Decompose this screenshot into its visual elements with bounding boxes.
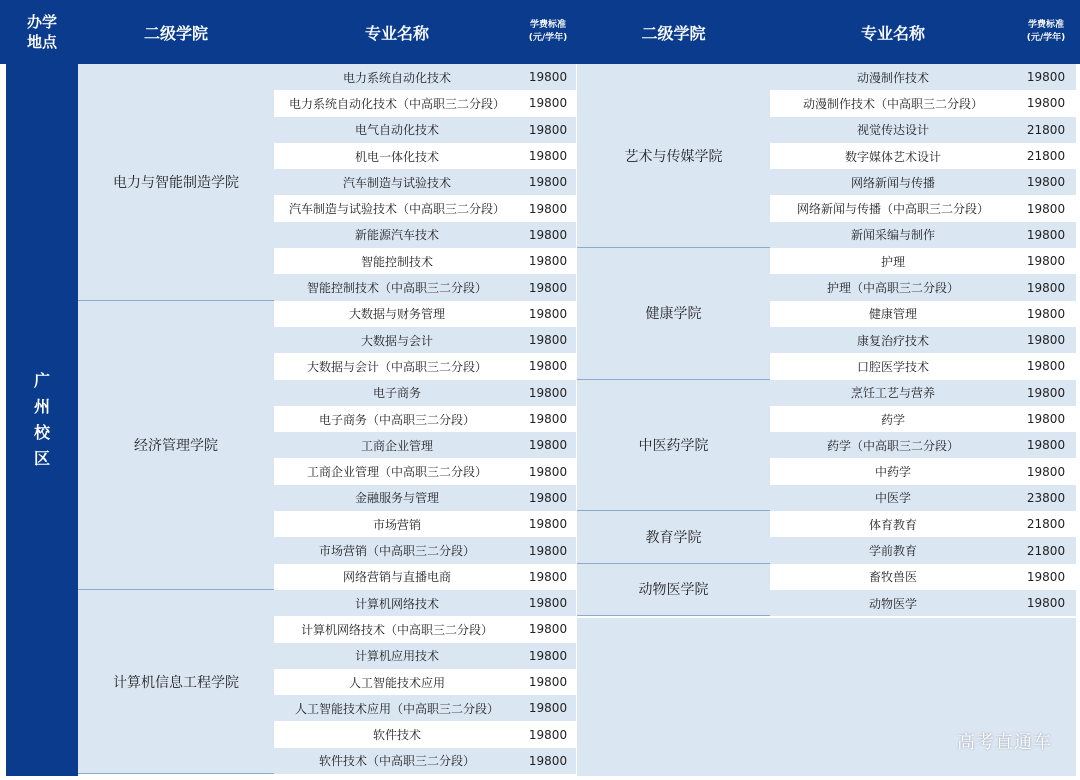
- major-name-cell: 计算机网络技术（中高职三二分段）: [274, 616, 520, 643]
- major-name-cell: 新闻采编与制作: [770, 222, 1016, 248]
- table-row: [274, 695, 576, 721]
- tuition-fee-cell: 21800: [1016, 143, 1076, 169]
- tuition-fee-cell: 19800: [520, 748, 576, 774]
- table-row: [770, 380, 1076, 406]
- table-row: [274, 564, 576, 590]
- tuition-fee-cell: 19800: [1016, 353, 1076, 379]
- major-name-cell: 智能控制技术（中高职三二分段）: [274, 274, 520, 300]
- tuition-fee-cell: 19800: [520, 406, 576, 432]
- table-row: [770, 459, 1076, 485]
- major-name-cell: 计算机应用技术: [274, 643, 520, 669]
- header-location: 办学 地点: [26, 13, 57, 51]
- college-cell-left: 经济管理学院: [78, 301, 274, 590]
- table-row: [274, 90, 576, 116]
- tuition-fee-cell: 19800: [520, 669, 576, 695]
- tuition-fee-cell: 19800: [1016, 196, 1076, 222]
- tuition-fee-cell: 19800: [1016, 564, 1076, 590]
- table-row: [274, 722, 576, 748]
- table-row: [274, 511, 576, 537]
- tuition-fee-cell: 19800: [520, 643, 576, 669]
- table-row: [770, 406, 1076, 432]
- tuition-fee-cell: 19800: [1016, 90, 1076, 116]
- header-major-left: 专业名称: [364, 23, 429, 43]
- tuition-fee-cell: 19800: [520, 117, 576, 143]
- table-header: [0, 0, 1080, 64]
- major-name-cell: 动漫制作技术（中高职三二分段）: [770, 90, 1016, 117]
- table-row: [770, 143, 1076, 169]
- tuition-fee-cell: 21800: [1016, 117, 1076, 143]
- major-name-cell: 动物医学: [770, 590, 1016, 616]
- major-name-cell: 软件技术（中高职三二分段）: [274, 748, 520, 774]
- table-row: [274, 274, 576, 300]
- college-cell-right: 艺术与传媒学院: [577, 64, 770, 248]
- table-row: [274, 459, 576, 485]
- major-name-cell: 大数据与会计: [274, 327, 520, 353]
- tuition-fee-cell: 19800: [520, 695, 576, 721]
- tuition-fee-cell: 19800: [1016, 327, 1076, 353]
- header-college-right: 二级学院: [641, 23, 706, 43]
- campus-label: 广州校区: [34, 371, 51, 468]
- table-row: [274, 301, 576, 327]
- major-name-cell: 新能源汽车技术: [274, 222, 520, 248]
- college-cell-left: 电力与智能制造学院: [78, 64, 274, 301]
- header-fee-right: 学费标准 (元/学年): [1026, 20, 1066, 43]
- college-cell-right: 健康学院: [577, 248, 770, 380]
- table-row: [274, 64, 576, 90]
- major-name-cell: 工商企业管理（中高职三二分段）: [274, 459, 520, 486]
- table-row: [274, 248, 576, 274]
- tuition-fee-cell: 19800: [1016, 274, 1076, 300]
- college-cell-right: 动物医学院: [577, 564, 770, 617]
- tuition-fee-cell: 19800: [520, 616, 576, 642]
- major-name-cell: 工商企业管理: [274, 432, 520, 458]
- tuition-fee-cell: 19800: [520, 196, 576, 222]
- header-college-left: 二级学院: [143, 23, 208, 43]
- major-name-cell: 烹饪工艺与营养: [770, 380, 1016, 406]
- major-name-cell: 金融服务与管理: [274, 485, 520, 511]
- table-row: [274, 643, 576, 669]
- table-row: [274, 406, 576, 432]
- header-fee-left: 学费标准 (元/学年): [528, 20, 568, 43]
- major-name-cell: 人工智能技术应用: [274, 669, 520, 696]
- table-row: [770, 511, 1076, 537]
- tuition-fee-cell: 19800: [520, 301, 576, 327]
- table-row: [274, 485, 576, 511]
- tuition-fee-cell: 19800: [520, 432, 576, 458]
- table-row: [274, 117, 576, 143]
- table-row: [770, 90, 1076, 116]
- major-name-cell: 电子商务（中高职三二分段）: [274, 406, 520, 433]
- major-name-cell: 药学（中高职三二分段）: [770, 432, 1016, 458]
- table-row: [770, 432, 1076, 458]
- watermark: 高考直通车: [957, 732, 1052, 753]
- major-name-cell: 网络新闻与传播（中高职三二分段）: [770, 196, 1016, 223]
- major-name-cell: 电气自动化技术: [274, 117, 520, 143]
- table-row: [274, 616, 576, 642]
- tuition-fee-cell: 19800: [520, 327, 576, 353]
- header-major-right: 专业名称: [860, 23, 925, 43]
- major-name-cell: 体育教育: [770, 511, 1016, 538]
- table-row: [274, 748, 576, 774]
- table-row: [770, 64, 1076, 90]
- tuition-fee-cell: 19800: [520, 248, 576, 274]
- tuition-fee-cell: 19800: [520, 459, 576, 485]
- tuition-fee-cell: 19800: [520, 274, 576, 300]
- table-row: [274, 143, 576, 169]
- major-name-cell: 大数据与财务管理: [274, 301, 520, 328]
- major-name-cell: 中药学: [770, 459, 1016, 486]
- table-row: [770, 353, 1076, 379]
- major-name-cell: 大数据与会计（中高职三二分段）: [274, 353, 520, 380]
- major-name-cell: 健康管理: [770, 301, 1016, 328]
- major-name-cell: 数字媒体艺术设计: [770, 143, 1016, 170]
- table-row: [274, 537, 576, 563]
- tuition-fee-cell: 19800: [1016, 432, 1076, 458]
- table-row: [770, 327, 1076, 353]
- tuition-fee-cell: 19800: [520, 222, 576, 248]
- table-row: [274, 353, 576, 379]
- major-name-cell: 护理（中高职三二分段）: [770, 274, 1016, 300]
- major-name-cell: 学前教育: [770, 537, 1016, 563]
- major-name-cell: 汽车制造与试验技术（中高职三二分段）: [274, 196, 520, 223]
- table-row: [770, 564, 1076, 590]
- major-name-cell: 电力系统自动化技术: [274, 64, 520, 90]
- campus-cell: [6, 64, 78, 776]
- tuition-fee-cell: 19800: [1016, 301, 1076, 327]
- table-row: [770, 222, 1076, 248]
- tuition-fee-cell: 19800: [1016, 248, 1076, 274]
- tuition-fee-cell: 19800: [520, 64, 576, 90]
- tuition-fee-cell: 19800: [520, 485, 576, 511]
- tuition-fee-cell: 19800: [520, 564, 576, 590]
- tuition-fee-cell: 19800: [1016, 380, 1076, 406]
- major-name-cell: 动漫制作技术: [770, 64, 1016, 90]
- table-row: [770, 537, 1076, 563]
- table-row: [770, 590, 1076, 616]
- major-name-cell: 人工智能技术应用（中高职三二分段）: [274, 695, 520, 721]
- major-name-cell: 机电一体化技术: [274, 143, 520, 170]
- major-name-cell: 市场营销: [274, 511, 520, 538]
- major-name-cell: 畜牧兽医: [770, 564, 1016, 591]
- tuition-fee-cell: 19800: [520, 537, 576, 563]
- tuition-fee-cell: 21800: [1016, 511, 1076, 537]
- tuition-fee-cell: 19800: [1016, 169, 1076, 195]
- table-row: [274, 380, 576, 406]
- major-name-cell: 康复治疗技术: [770, 327, 1016, 353]
- college-cell-right: 教育学院: [577, 511, 770, 564]
- major-name-cell: 汽车制造与试验技术: [274, 169, 520, 195]
- college-cell-left: 计算机信息工程学院: [78, 590, 274, 774]
- major-name-cell: 软件技术: [274, 722, 520, 749]
- table-row: [274, 590, 576, 616]
- table-row: [770, 485, 1076, 511]
- tuition-fee-cell: 19800: [520, 353, 576, 379]
- table-row: [274, 169, 576, 195]
- table-row: [770, 301, 1076, 327]
- table-row: [274, 669, 576, 695]
- tuition-fee-cell: 19800: [1016, 64, 1076, 90]
- major-name-cell: 网络营销与直播电商: [274, 564, 520, 591]
- major-name-cell: 护理: [770, 248, 1016, 275]
- major-name-cell: 计算机网络技术: [274, 590, 520, 616]
- major-name-cell: 视觉传达设计: [770, 117, 1016, 143]
- table-row: [274, 222, 576, 248]
- major-name-cell: 中医学: [770, 485, 1016, 511]
- tuition-fee-cell: 19800: [1016, 590, 1076, 616]
- major-name-cell: 口腔医学技术: [770, 353, 1016, 380]
- major-name-cell: 电力系统自动化技术（中高职三二分段）: [274, 90, 520, 117]
- table-row: [274, 432, 576, 458]
- tuition-fee-cell: 19800: [1016, 406, 1076, 432]
- table-row: [770, 196, 1076, 222]
- table-row: [274, 327, 576, 353]
- table-row: [770, 248, 1076, 274]
- tuition-fee-cell: 19800: [520, 169, 576, 195]
- tuition-fee-cell: 21800: [1016, 537, 1076, 563]
- tuition-fee-cell: 19800: [1016, 222, 1076, 248]
- tuition-fee-cell: 19800: [520, 722, 576, 748]
- major-name-cell: 药学: [770, 406, 1016, 433]
- major-name-cell: 电子商务: [274, 380, 520, 406]
- college-cell-right: 中医药学院: [577, 380, 770, 512]
- major-name-cell: 智能控制技术: [274, 248, 520, 275]
- table-row: [770, 117, 1076, 143]
- table-row: [770, 274, 1076, 300]
- tuition-fee-cell: 19800: [520, 380, 576, 406]
- tuition-fee-cell: 19800: [520, 590, 576, 616]
- tuition-fee-cell: 19800: [1016, 459, 1076, 485]
- table-row: [274, 196, 576, 222]
- tuition-fee-cell: 19800: [520, 143, 576, 169]
- major-name-cell: 市场营销（中高职三二分段）: [274, 537, 520, 563]
- major-name-cell: 网络新闻与传播: [770, 169, 1016, 195]
- tuition-fee-cell: 19800: [520, 90, 576, 116]
- tuition-fee-cell: 19800: [520, 511, 576, 537]
- table-row: [770, 169, 1076, 195]
- tuition-fee-cell: 23800: [1016, 485, 1076, 511]
